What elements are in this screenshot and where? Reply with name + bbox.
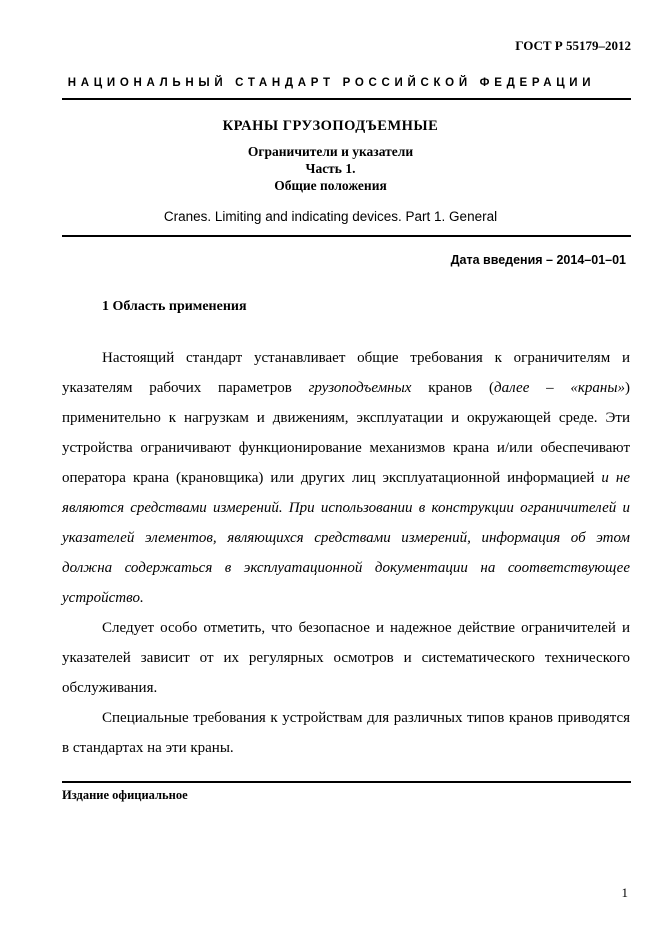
top-divider	[62, 98, 631, 100]
footer-divider	[62, 781, 631, 783]
section-heading: 1 Область применения	[102, 299, 247, 314]
subtitle-line-1: Ограничители и указатели	[247, 144, 414, 159]
subtitle-line-3: Общие положения	[274, 178, 387, 193]
paragraph-1	[62, 343, 630, 613]
document-code: ГОСТ Р 55179–2012	[515, 38, 631, 53]
english-title: Cranes. Limiting and indicating devices. Part 1. General	[163, 209, 498, 224]
introduction-date: Дата введения – 2014–01–01	[450, 253, 626, 267]
p1-italic-a: грузоподъемных	[308, 380, 412, 396]
p1-text-c: ) применительно к нагрузкам и движениям, эксплуатации и окружающей среде. Эти устройства ограничивают функционирование механизмов крана и/или обеспечивают оператора крана (крановщика) или других лиц эксплуатационной информацией	[62, 380, 630, 486]
subtitle-line-2: Часть 1.	[305, 161, 356, 176]
paragraph-2: Следует особо отметить, что безопасное и надежное действие ограничителей и указателей зависит от их регулярных осмотров и систематического технического обслуживания.	[62, 620, 630, 696]
p1-text-a: Настоящий стандарт устанавливает общие требования к ограничителям и указателям рабочих параметров	[62, 350, 630, 396]
p1-italic-c: и не являются средствами измерений. При использовании в конструкции ограничителей и указателей элементов, являющихся средствами измерений, информация об этом должна содержаться в эксплуатационной документации на соответствующее устройство.	[62, 470, 630, 606]
standard-banner: НАЦИОНАЛЬНЫЙ СТАНДАРТ РОССИЙСКОЙ ФЕДЕРАЦИИ	[67, 77, 596, 89]
p1-italic-b: далее – «краны»	[494, 380, 625, 396]
paragraph-3: Специальные требования к устройствам для различных типов кранов приводятся в стандартах на эти краны.	[62, 710, 630, 756]
official-edition-label: Издание официальное	[62, 788, 188, 802]
title-divider	[62, 235, 631, 237]
p1-text-b: кранов (	[411, 380, 495, 396]
page-number: 1	[621, 885, 628, 900]
document-title: КРАНЫ ГРУЗОПОДЪЕМНЫЕ	[222, 118, 439, 134]
section-body	[62, 343, 630, 763]
